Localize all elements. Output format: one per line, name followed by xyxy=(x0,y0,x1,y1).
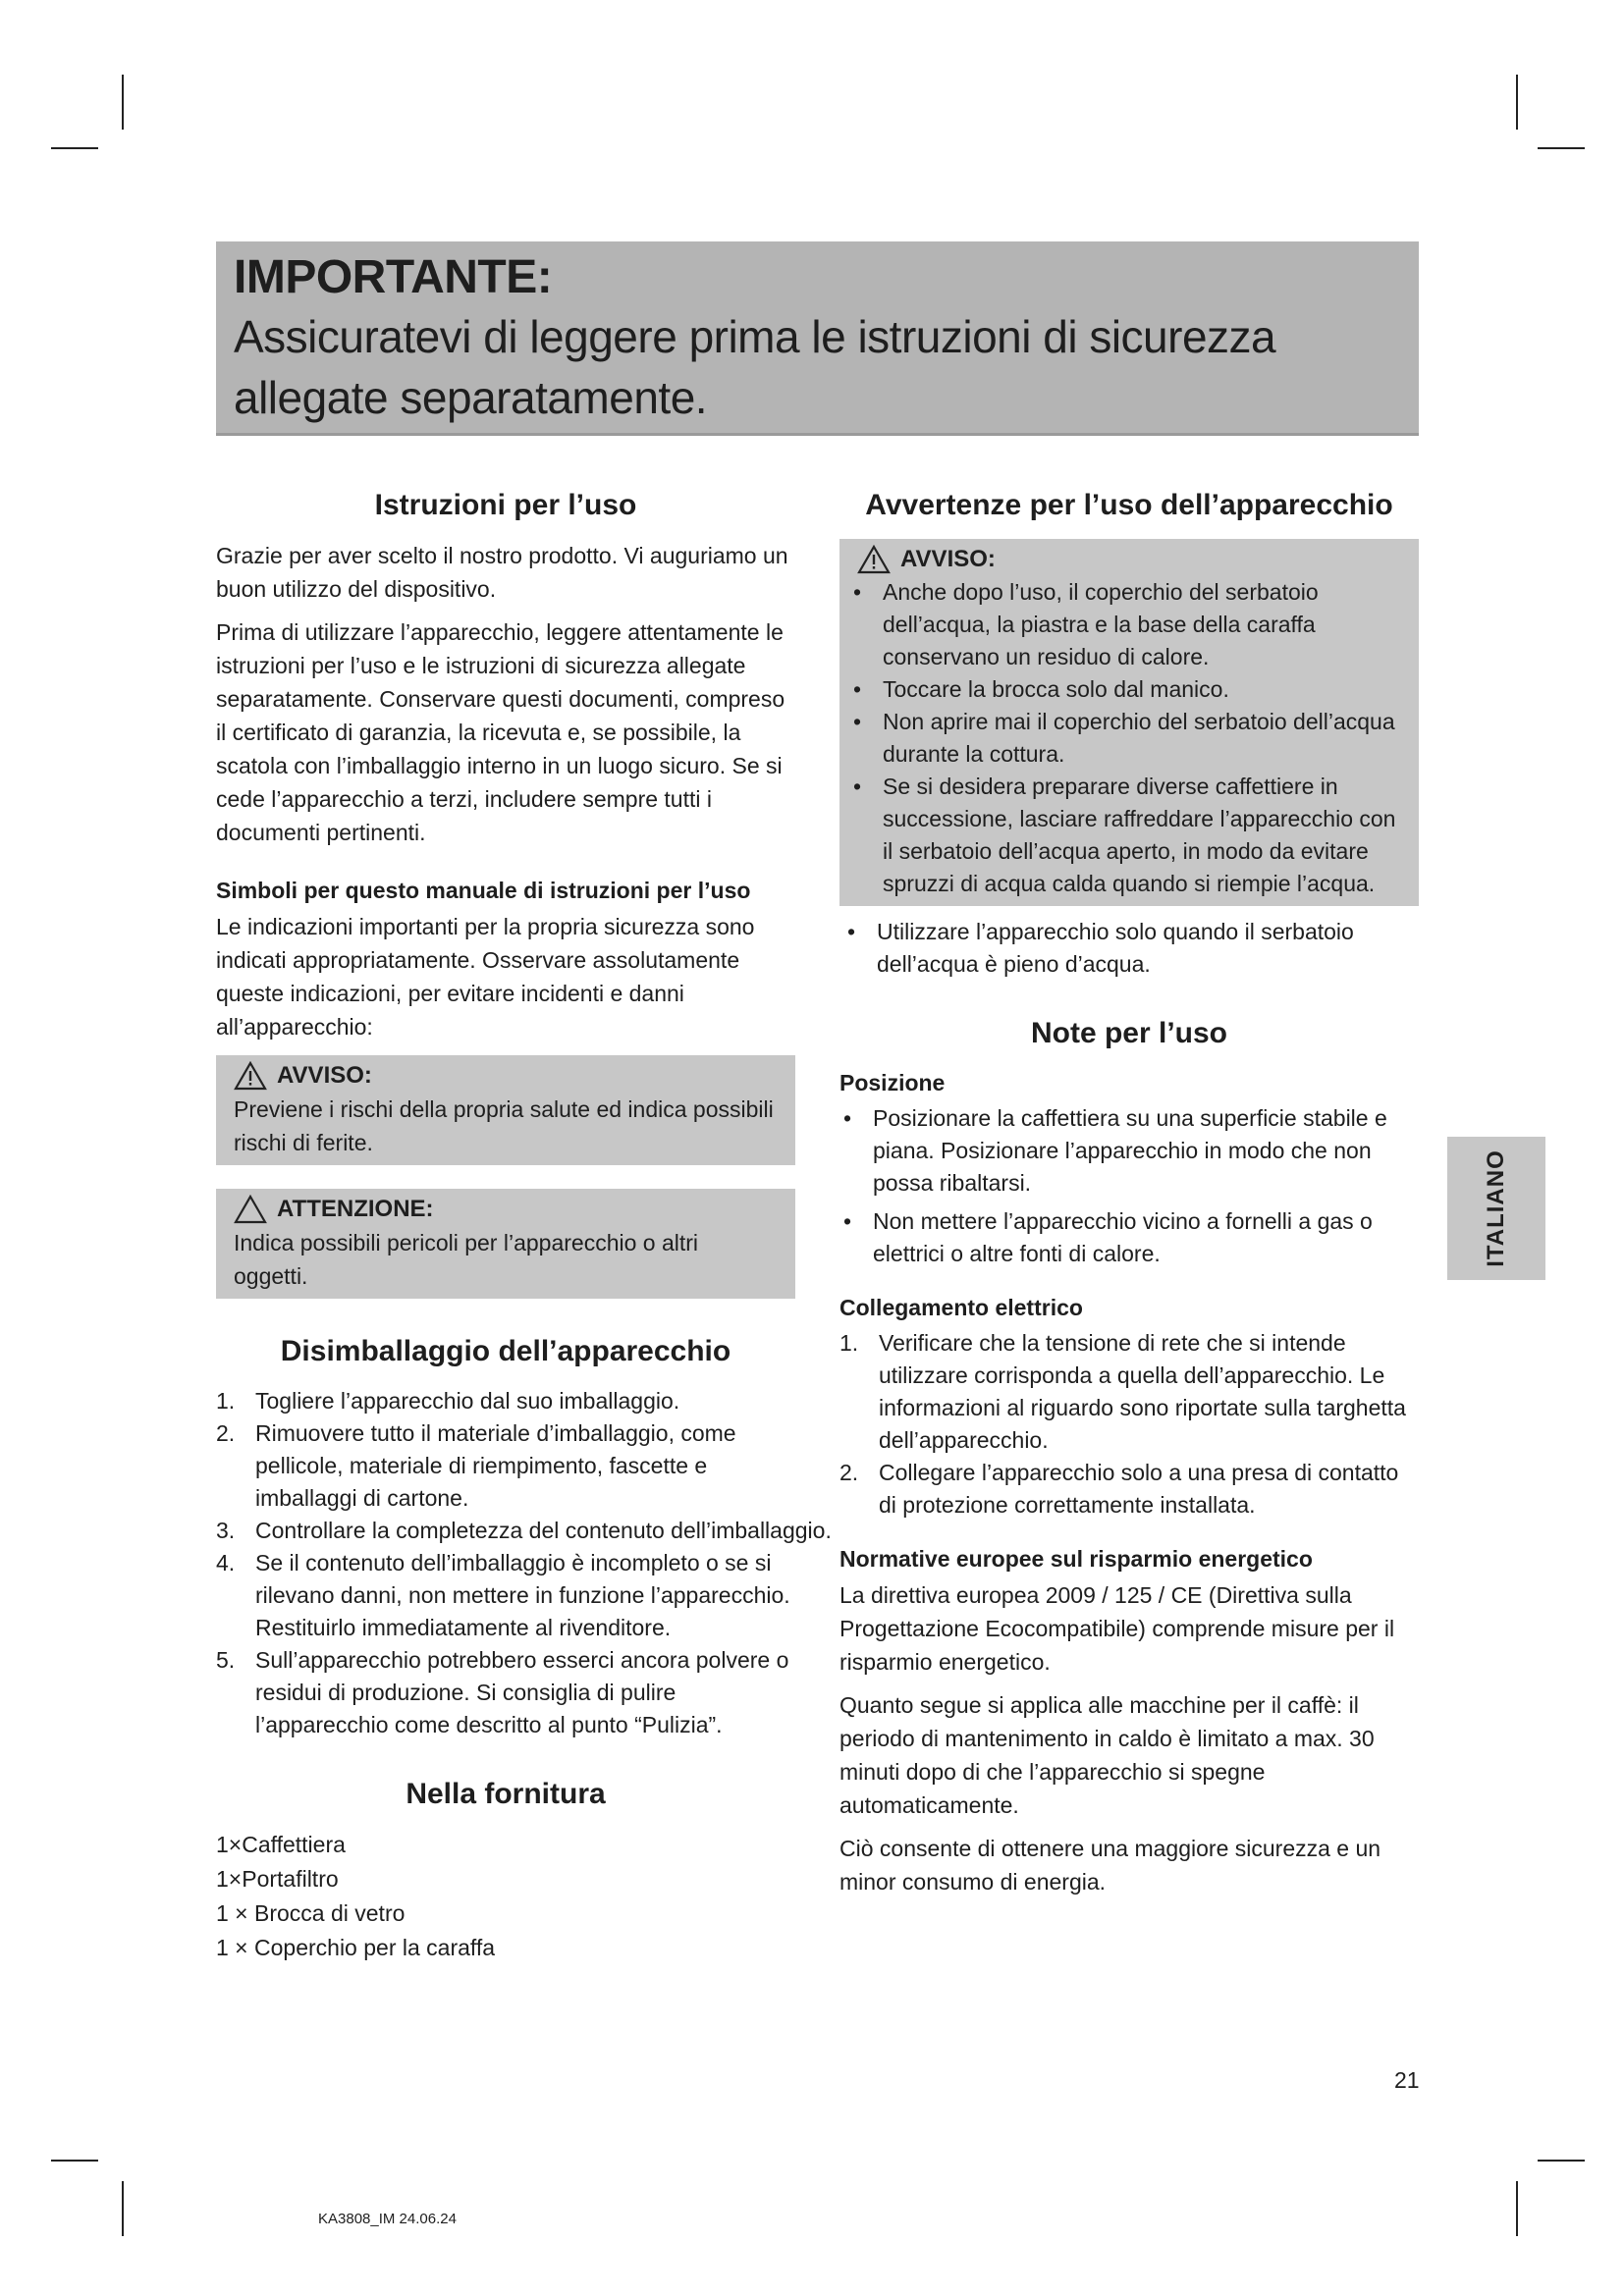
warning-box-text: Previene i rischi della propria salute ed indica possibili rischi di ferite. xyxy=(234,1096,774,1155)
list-item xyxy=(849,706,1401,771)
list-number: 5. xyxy=(216,1647,236,1673)
supply-item: 1×Portafiltro xyxy=(216,1866,339,1892)
right-column xyxy=(839,486,1419,1908)
crop-mark xyxy=(1538,2160,1585,2162)
list-item xyxy=(216,1385,795,1417)
electric-list xyxy=(839,1327,1419,1522)
supply-item: 1 × Brocca di vetro xyxy=(216,1900,406,1926)
list-item-text: Toccare la brocca solo dal manico. xyxy=(883,676,1229,702)
list-item xyxy=(839,1205,1419,1270)
list-item-text: Togliere l’apparecchio dal suo imballaggio. xyxy=(255,1388,680,1414)
caution-box xyxy=(216,1189,795,1299)
list-item xyxy=(216,1417,795,1515)
warning-triangle-icon xyxy=(234,1061,267,1091)
list-number: 4. xyxy=(216,1550,236,1575)
crop-mark xyxy=(122,75,124,130)
list-item-text: Anche dopo l’uso, il coperchio del serbatoio dell’acqua, la piastra e la base della caraffa conservano un residuo di calore. xyxy=(883,579,1319,669)
list-item xyxy=(216,1547,795,1644)
list-item xyxy=(216,1644,795,1741)
list-item xyxy=(849,576,1401,673)
warning-triangle-icon xyxy=(857,545,891,574)
banner-title: IMPORTANTE: xyxy=(234,251,553,303)
warnings-box xyxy=(839,539,1419,906)
caution-box-title: ATTENZIONE: xyxy=(277,1196,434,1222)
warning-box-title-row xyxy=(234,1059,778,1093)
bullet: • xyxy=(847,919,856,944)
warnings-box-title-row xyxy=(849,543,1401,576)
list-number: 3. xyxy=(216,1518,236,1543)
list-item xyxy=(839,1102,1419,1200)
language-tab xyxy=(1447,1137,1545,1280)
caution-box-title-row xyxy=(234,1193,778,1226)
list-item xyxy=(839,1327,1419,1457)
list-item-text: Controllare la completezza del contenuto dell’imballaggio. xyxy=(255,1518,832,1543)
intro-paragraph: Grazie per aver scelto il nostro prodotto. Vi auguriamo un buon utilizzo del dispositivo. xyxy=(216,543,788,602)
eu-heading: Normative europee sul risparmio energetico xyxy=(839,1546,1313,1572)
crop-mark xyxy=(51,147,98,149)
bullet: • xyxy=(853,676,862,702)
instructions-paragraph: Prima di utilizzare l’apparecchio, leggere attentamente le istruzioni per l’uso e le istruzioni di sicurezza allegate separatamente. Conservare questi documenti, compreso il certificato di garanzia, la ricevuta e, se possibile, la scatola con l’imballaggio interno in un luogo sicuro. Se si cede l’apparecchio a terzi, includere sempre tutti i documenti pertinenti. xyxy=(216,619,785,845)
bullet: • xyxy=(853,579,862,605)
list-item-text: Rimuovere tutto il materiale d’imballaggio, come pellicole, materiale di riempimento, fascette e imballaggi di cartone. xyxy=(255,1420,736,1511)
crop-mark xyxy=(51,2160,98,2162)
list-item xyxy=(849,673,1401,706)
list-item-text: Utilizzare l’apparecchio solo quando il serbatoio dell’acqua è pieno d’acqua. xyxy=(877,919,1354,977)
list-item-text: Non mettere l’apparecchio vicino a fornelli a gas o elettrici o altre fonti di calore. xyxy=(873,1208,1373,1266)
symbols-paragraph: Le indicazioni importanti per la propria sicurezza sono indicati appropriatamente. Osservare assolutamente queste indicazioni, per evitare incidenti e danni all’apparecchio: xyxy=(216,914,755,1040)
crop-mark xyxy=(1538,147,1585,149)
eu-paragraph-3: Ciò consente di ottenere una maggiore sicurezza e un minor consumo di energia. xyxy=(839,1836,1381,1895)
supply-list xyxy=(216,1828,795,1965)
warning-box xyxy=(216,1055,795,1165)
list-number: 2. xyxy=(839,1460,859,1485)
list-item xyxy=(849,771,1401,900)
symbols-heading: Simboli per questo manuale di istruzioni per l’uso xyxy=(216,878,751,903)
crop-mark xyxy=(122,2181,124,2236)
language-tab-label: ITALIANO xyxy=(1483,1149,1510,1267)
important-banner xyxy=(216,241,1419,436)
bullet: • xyxy=(853,709,862,734)
bullet: • xyxy=(843,1105,852,1131)
unpacking-list xyxy=(216,1385,832,1741)
list-item-text: Posizionare la caffettiera su una superficie stabile e piana. Posizionare l’apparecchio in modo che non possa ribaltarsi. xyxy=(873,1105,1387,1196)
list-item-text: Non aprire mai il coperchio del serbatoio dell’acqua durante la cottura. xyxy=(883,709,1395,767)
page-number: 21 xyxy=(1394,2067,1420,2093)
list-item-text: Verificare che la tensione di rete che si intende utilizzare corrisponda a quella dell’apparecchio. Le informazioni al riguardo sono riportate sulla targhetta dell’apparecchio. xyxy=(879,1330,1406,1453)
caution-box-text: Indica possibili pericoli per l’apparecchio o altri oggetti. xyxy=(234,1230,699,1289)
supply-heading: Nella fornitura xyxy=(406,1778,606,1810)
notes-heading: Note per l’uso xyxy=(1030,1017,1228,1049)
supply-item: 1 × Coperchio per la caraffa xyxy=(216,1935,496,1960)
position-list xyxy=(839,1102,1419,1270)
warnings-box-title: AVVISO: xyxy=(900,546,996,572)
warnings-list xyxy=(849,576,1401,900)
left-column xyxy=(216,486,832,1965)
footer-code: KA3808_IM 24.06.24 xyxy=(318,2211,457,2227)
list-number: 2. xyxy=(216,1420,236,1446)
list-item-text: Se il contenuto dell’imballaggio è incompleto o se si rilevano danni, non mettere in funzione l’apparecchio. Restituirlo immediatamente al rivenditore. xyxy=(255,1550,790,1640)
supply-item: 1×Caffettiera xyxy=(216,1832,346,1857)
unpacking-heading: Disimballaggio dell’apparecchio xyxy=(280,1335,731,1367)
eu-paragraph-1: La direttiva europea 2009 / 125 / CE (Direttiva sulla Progettazione Ecocompatibile) comprende misure per il risparmio energetico. xyxy=(839,1582,1395,1675)
electric-heading: Collegamento elettrico xyxy=(839,1295,1083,1320)
crop-mark xyxy=(1516,2181,1518,2236)
list-item-text: Collegare l’apparecchio solo a una presa di contatto di protezione correttamente installata. xyxy=(879,1460,1399,1518)
list-number: 1. xyxy=(216,1388,236,1414)
caution-triangle-icon xyxy=(234,1195,267,1224)
list-number: 1. xyxy=(839,1330,859,1356)
list-item xyxy=(839,1457,1419,1522)
list-item xyxy=(216,1515,832,1547)
list-item-text: Se si desidera preparare diverse caffettiere in successione, lasciare raffreddare l’apparecchio con il serbatoio dell’acqua aperto, in modo da evitare spruzzi di acqua calda quando si riempie l’acqua. xyxy=(883,774,1396,896)
instructions-heading: Istruzioni per l’uso xyxy=(374,489,637,521)
eu-paragraph-2: Quanto segue si applica alle macchine per il caffè: il periodo di mantenimento in caldo è limitato a max. 30 minuti dopo di che l’apparecchio si spegne automaticamente. xyxy=(839,1692,1375,1818)
warning-box-title: AVVISO: xyxy=(277,1062,372,1089)
position-heading: Posizione xyxy=(839,1070,946,1095)
banner-text: Assicuratevi di leggere prima le istruzioni di sicurezza allegate separatamente. xyxy=(234,311,1276,423)
list-item-text: Sull’apparecchio potrebbero esserci ancora polvere o residui di produzione. Si consiglia di pulire l’apparecchio come descritto al punto “Pulizia”. xyxy=(255,1647,789,1737)
warnings-heading: Avvertenze per l’uso dell’apparecchio xyxy=(865,489,1393,521)
crop-mark xyxy=(1516,75,1518,130)
bullet: • xyxy=(843,1208,852,1234)
list-item xyxy=(843,916,1419,981)
warnings-extra-list xyxy=(839,916,1419,981)
bullet: • xyxy=(853,774,862,799)
